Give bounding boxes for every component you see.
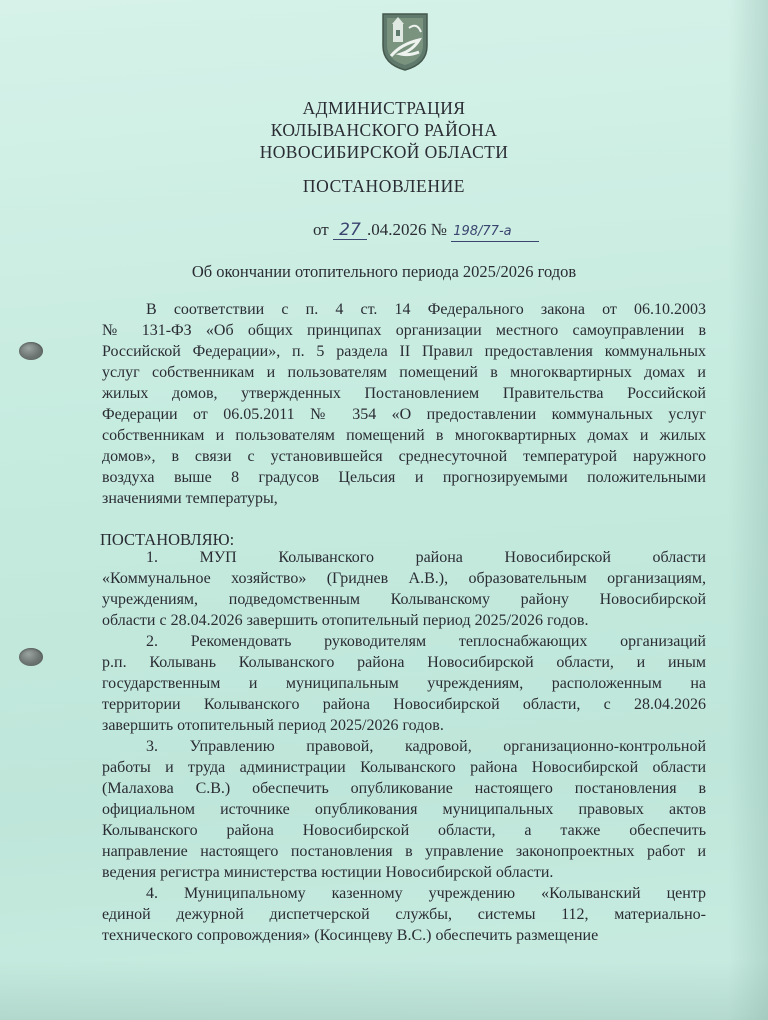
- preamble-line: В соответствии с п. 4 ст. 14 Федерального закона от 06.10.2003: [146, 301, 706, 318]
- preamble-line: воздуха выше 8 градусов Цельсия и прогнозируемыми положительными: [102, 469, 706, 486]
- punch-hole-bottom: [19, 648, 43, 666]
- handwritten-day: 27: [333, 221, 367, 240]
- punch-hole-top: [19, 342, 43, 360]
- resolution-item-line: единой дежурной диспетчерской службы, системы 112, материально-: [102, 906, 706, 923]
- resolution-item-line: 4. Муниципальному казенному учреждению «Колыванский центр: [146, 885, 706, 902]
- preamble-line: домов», в связи с установившейся среднесуточной температурой наружного: [102, 448, 706, 465]
- resolution-item-line: территории Колыванского района Новосибирской области, с 28.04.2026: [102, 696, 706, 713]
- coat-of-arms-emblem: [379, 10, 431, 72]
- preamble-line: Российской Федерации», п. 5 раздела II Правил предоставления коммунальных: [102, 343, 706, 360]
- resolution-item-line: 3. Управлению правовой, кадровой, организационно-контрольной: [146, 738, 706, 755]
- resolution-item-line: 1. МУП Колыванского района Новосибирской области: [146, 549, 706, 566]
- resolution-item-3: [102, 736, 706, 883]
- document-type: ПОСТАНОВЛЕНИЕ: [302, 176, 466, 196]
- preamble-paragraph: [102, 299, 706, 509]
- preamble-line: услуг собственникам и пользователям помещений в многоквартирных домах и: [102, 364, 706, 381]
- handwritten-number: 198/77-а: [451, 223, 539, 242]
- page-shadow-bottom: [0, 960, 768, 1020]
- resolution-item-1: [102, 547, 706, 631]
- document-subject: Об окончании отопительного периода 2025/2026 годов: [191, 262, 577, 281]
- document-dateline: [313, 220, 539, 242]
- number-sign: №: [430, 220, 447, 239]
- resolution-item-line: 2. Рекомендовать руководителям теплоснабжающих организаций: [146, 633, 706, 650]
- resolution-item-line: Колыванского района Новосибирской области, а также обеспечить: [102, 822, 706, 839]
- resolve-heading: ПОСТАНОВЛЯЮ:: [100, 530, 235, 549]
- preamble-line: Федерации от 06.05.2011 № 354 «О предоставлении коммунальных услуг: [102, 406, 706, 423]
- resolution-item-line: завершить отопительный период 2025/2026 годов.: [102, 717, 444, 734]
- header-oblast: НОВОСИБИРСКОЙ ОБЛАСТИ: [259, 142, 509, 162]
- resolution-item-line: технического сопровождения» (Косинцеву В.С.) обеспечить размещение: [102, 927, 599, 944]
- resolution-item-line: официальном источнике опубликования муниципальных правовых актов: [102, 801, 706, 818]
- resolution-item-line: ведения регистра министерства юстиции Новосибирской области.: [102, 864, 554, 881]
- resolution-item-line: «Коммунальное хозяйство» (Гриднев А.В.), образовательным организациям,: [102, 570, 706, 587]
- resolution-item-line: государственным и муниципальным учреждениям, расположенным на: [102, 675, 706, 692]
- resolution-item-line: р.п. Колывань Колыванского района Новосибирской области, и иным: [102, 654, 706, 671]
- resolution-item-line: (Малахова С.В.) обеспечить опубликование настоящего постановления в: [102, 780, 706, 797]
- date-month-year: .04.2026: [366, 220, 427, 239]
- resolution-items: [102, 547, 706, 946]
- resolution-item-line: области с 28.04.2026 завершить отопительный период 2025/2026 годов.: [102, 612, 589, 629]
- resolution-item-2: [102, 631, 706, 736]
- date-prefix: от: [313, 220, 329, 239]
- resolution-item-line: направление настоящего постановления в управление законопроектных работ и: [102, 843, 706, 860]
- header-region: КОЛЫВАНСКОГО РАЙОНА: [270, 120, 498, 140]
- resolution-item-line: учреждениям, подведомственным Колыванскому району Новосибирской: [102, 591, 706, 608]
- header-admin: АДМИНИСТРАЦИЯ: [302, 98, 466, 118]
- preamble-line: жилых домов, утвержденных Постановлением Правительства Российской: [102, 385, 706, 402]
- preamble-line: значениями температуры,: [102, 490, 278, 507]
- resolution-item-line: работы и труда администрации Колыванского района Новосибирской области: [102, 759, 706, 776]
- resolution-item-4: [102, 883, 706, 946]
- preamble-line: собственникам и пользователям помещений в многоквартирных домах и жилых: [102, 427, 706, 444]
- preamble-line: № 131-ФЗ «Об общих принципах организации местного самоуправлении в: [102, 322, 706, 339]
